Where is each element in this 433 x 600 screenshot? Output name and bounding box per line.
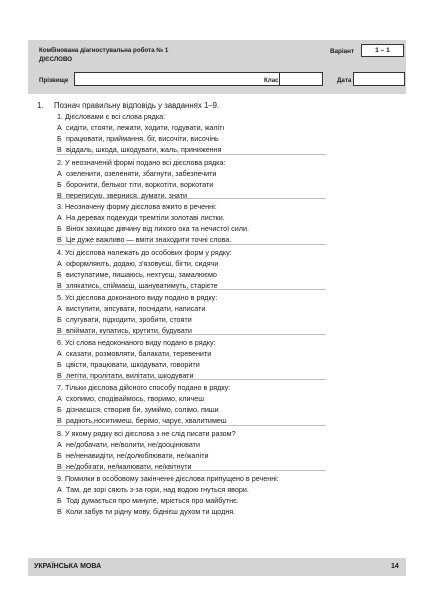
option-text: слугувати, підходити, зробити, стояти [66, 315, 192, 324]
option-text: Тоді думається про минуле, мріється про майбутнє. [66, 496, 239, 505]
option-text: озеленити, озеленяти, збагнути, забезпечити [66, 169, 217, 178]
answer-option[interactable] [57, 507, 235, 516]
topic-title: ДІЄСЛОВО [39, 55, 73, 63]
class-field[interactable] [279, 72, 323, 86]
answer-option[interactable] [57, 496, 239, 505]
option-text: не/добачати, не/волити, не/дооцінювати [66, 440, 200, 449]
question-separator [56, 334, 326, 335]
option-text: віддаль, шкода, шкодувати, жаль, приниження [66, 145, 222, 154]
question-separator [56, 154, 326, 155]
option-letter: В [57, 191, 62, 200]
option-text: впіймати, купатись, крутити, будувати [66, 326, 192, 335]
answer-option[interactable] [57, 270, 217, 279]
option-letter: В [57, 145, 62, 154]
option-letter: В [57, 462, 62, 471]
option-letter: Б [57, 360, 62, 369]
question-prompt: 6. Усі слова недоконаного виду подано в рядку: [57, 338, 216, 347]
question-separator [56, 425, 326, 426]
option-text: На деревах подекуди тремтіли золотаві листки. [66, 213, 225, 222]
question-separator [56, 244, 326, 245]
question-prompt: 5. Усі дієслова доконаного виду подано в рядку: [57, 293, 218, 302]
surname-field[interactable] [74, 72, 292, 86]
question-prompt: 8. У якому рядку всі дієслова з не слід писати разом? [57, 429, 236, 438]
answer-option[interactable] [57, 180, 213, 189]
answer-option[interactable] [57, 259, 218, 268]
answer-option[interactable] [57, 440, 200, 449]
answer-option[interactable] [57, 213, 225, 222]
option-letter: А [57, 394, 62, 403]
option-text: працювати, приймання, біг, височіти, височінь [66, 134, 219, 143]
option-text: виступити, зіпсувати, поснідати, написати [66, 304, 206, 313]
option-text: не/ненавидіти, не/долюблювати, не/жаліти [66, 451, 209, 460]
option-text: летіти, пролітати, вилітати, шкодувати [66, 371, 194, 380]
question-prompt: 7. Тільки дієслова дійсного способу подано в рядку: [57, 383, 231, 392]
option-letter: В [57, 235, 62, 244]
answer-option[interactable] [57, 405, 219, 414]
page-footer [0, 558, 433, 576]
option-letter: Б [57, 270, 62, 279]
date-label: Дата [337, 77, 352, 84]
option-text: виступатиме, пишаюсь, нехтуєш, замалюємо [66, 270, 217, 279]
surname-label: Прізвище [39, 77, 69, 84]
option-letter: В [57, 371, 62, 380]
answer-option[interactable] [57, 123, 224, 132]
option-letter: Б [57, 451, 62, 460]
option-text: не/добігати, не/малювати, не/квітнути [66, 462, 192, 471]
option-text: дізнаєшся, створив би, зуміймо, солімо, пиши [66, 405, 219, 414]
option-text: Це дуже важливо — вміти знаходити точні слова. [66, 235, 232, 244]
variant-box: 1 – 1 [361, 44, 404, 57]
page-number: 14 [391, 563, 399, 570]
question-prompt: 2. У неозначеній формі подано всі дієслова рядка: [57, 158, 226, 167]
question-prompt: 9. Помилки в особовому закінченні дієслова припущено в реченні: [57, 474, 279, 483]
footer-subject: УКРАЇНСЬКА МОВА [34, 563, 102, 570]
option-letter: А [57, 485, 62, 494]
answer-option[interactable] [57, 451, 209, 460]
question-separator [56, 379, 326, 380]
option-letter: А [57, 304, 62, 313]
option-letter: А [57, 349, 62, 358]
answer-option[interactable] [57, 304, 205, 313]
option-text: злякатись, спіймаєш, шануватимуть, старієте [66, 281, 218, 290]
header-panel [28, 40, 406, 94]
answer-option[interactable] [57, 169, 216, 178]
work-title: Комбінована діагностувальна робота № 1 [39, 47, 169, 54]
option-text: переписую, звернися, думати, знати [66, 191, 188, 200]
option-text: оформляють, додаю, з'язовуєш, бігти, сидячи [66, 259, 219, 268]
option-letter: А [57, 440, 62, 449]
option-letter: В [57, 281, 62, 290]
answer-option[interactable] [57, 315, 192, 324]
option-letter: В [57, 326, 62, 335]
option-letter: Б [57, 496, 62, 505]
option-letter: Б [57, 180, 62, 189]
class-label: Клас [264, 77, 279, 84]
option-letter: А [57, 123, 62, 132]
option-letter: А [57, 213, 62, 222]
work-title-block [39, 47, 168, 64]
option-letter: Б [57, 315, 62, 324]
option-letter: В [57, 507, 62, 516]
answer-option[interactable] [57, 485, 249, 494]
question-separator [56, 289, 326, 290]
question-prompt: 1. Дієсловами є всі слова рядка: [57, 112, 166, 121]
option-letter: Б [57, 405, 62, 414]
answer-option[interactable] [57, 349, 211, 358]
instruction-text: Познач правильну відповідь у завданнях 1–9. [54, 101, 220, 110]
option-text: Там, де зорі сяють з-за гори, над водою гнуться явори. [66, 485, 249, 494]
option-text: радіють,носитимеш, берімо, чарує, хвалитимеш [66, 416, 227, 425]
option-letter: Б [57, 134, 62, 143]
option-text: боронити, бельког тіти, воркотіти, воркотати [66, 180, 214, 189]
option-text: схопимо, сподіваймось, творимо, кличеш [66, 394, 204, 403]
option-text: Коли забув ти рідну мову, біднієш духом ти щодня. [66, 507, 236, 516]
option-letter: А [57, 259, 62, 268]
question-prompt: 3. Неозначену форму дієслова вжито в реченні: [57, 202, 217, 211]
date-field[interactable] [353, 72, 405, 86]
option-letter: В [57, 416, 62, 425]
answer-option[interactable] [57, 360, 200, 369]
question-separator [56, 198, 326, 199]
answer-option[interactable] [57, 134, 219, 143]
option-text: сказати, розмовляти, балакати, теревенити [66, 349, 212, 358]
option-text: Вінок захищає дівчину від лихого ока та нечистої сили. [66, 224, 249, 233]
question-prompt: 4. Усі дієслова належать до особових форм у рядку: [57, 248, 232, 257]
option-text: сидіти, стояти, лежати, ходити, годувати, жалітı [66, 123, 225, 132]
option-letter: А [57, 169, 62, 178]
variant-label: Варіант [330, 48, 355, 55]
answer-option[interactable] [57, 145, 222, 154]
answer-option[interactable] [57, 235, 231, 244]
instruction-number: 1. [37, 101, 44, 110]
answer-option[interactable] [57, 394, 204, 403]
question-separator [56, 470, 326, 471]
option-letter: Б [57, 224, 62, 233]
answer-option[interactable] [57, 416, 227, 425]
answer-option[interactable] [57, 224, 249, 233]
option-text: цвісти, працювати, шкодувати, говорити [66, 360, 200, 369]
